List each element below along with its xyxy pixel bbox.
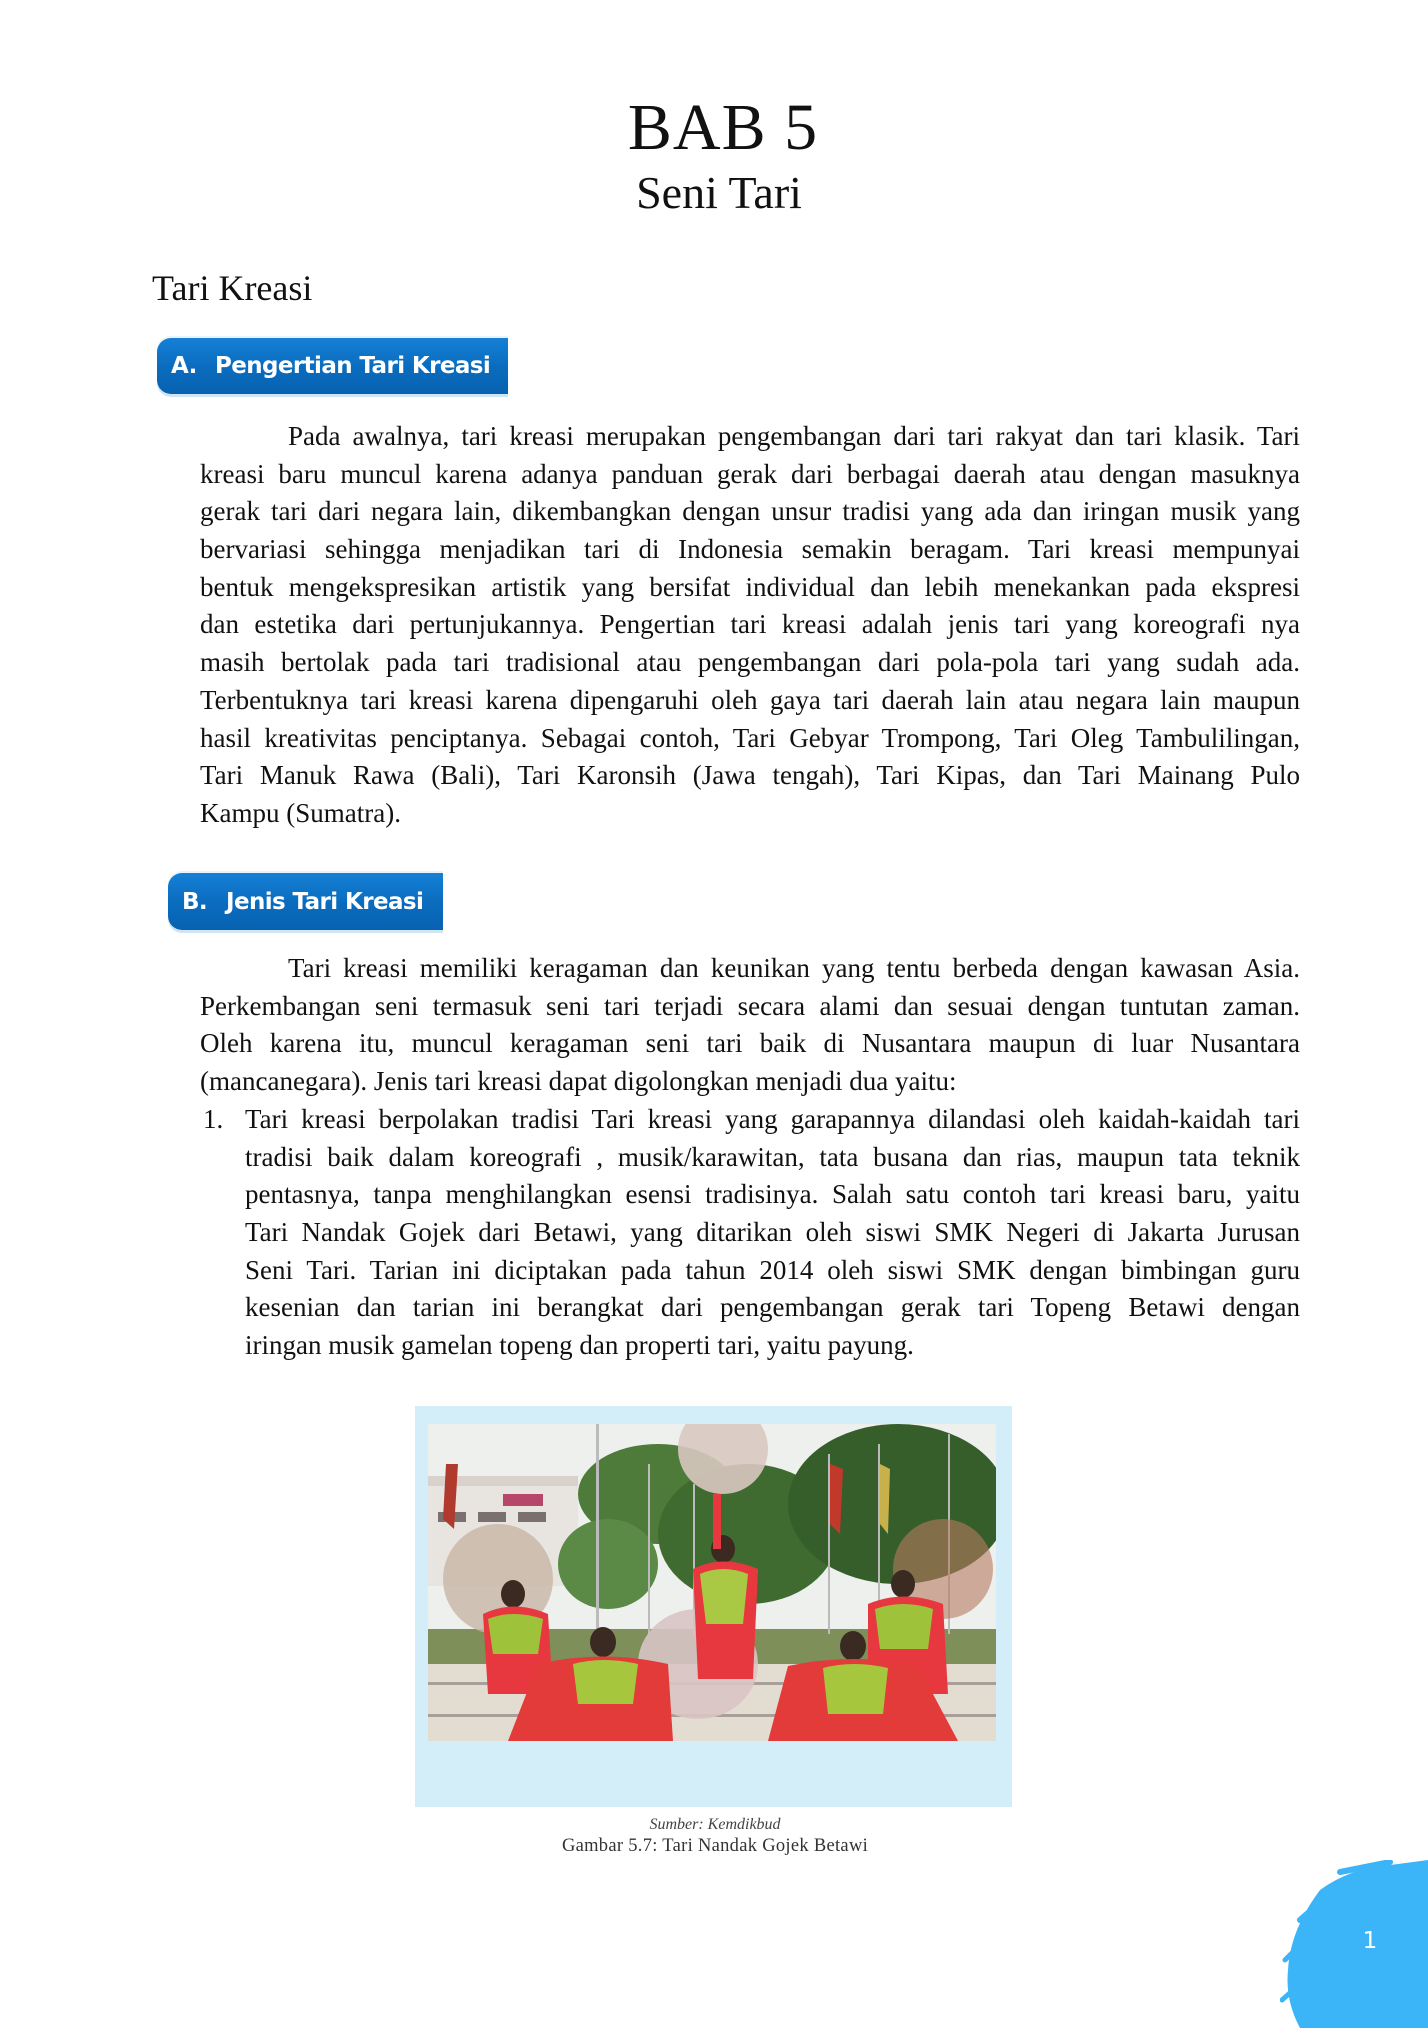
paragraph-line: hasil kreativitas penciptanya. Sebagai contoh, Tari Gebyar Trompong, Tari Oleg Tambulilingan,: [200, 722, 1300, 753]
list-item: [200, 1101, 1300, 1365]
numbered-list: [200, 1101, 1300, 1365]
chapter-title: Seni Tari: [636, 167, 802, 218]
list-item-line: tradisi baik dalam koreografi , musik/karawitan, tata busana dan rias, maupun tata teknik: [245, 1141, 1300, 1172]
section-a-title: Pengertian Tari Kreasi: [215, 353, 491, 379]
page-number: 1: [1362, 1928, 1378, 1954]
paragraph-line: kreasi baru muncul karena adanya panduan gerak dari berbagai daerah atau dengan masuknya: [200, 458, 1300, 489]
topic-title: Tari Kreasi: [152, 268, 313, 308]
list-item-number: 1.: [203, 1104, 224, 1134]
list-item-line: iringan musik gamelan topeng dan properti tari, yaitu payung.: [245, 1330, 914, 1361]
figure-photo-dancers: [428, 1424, 996, 1741]
paragraph-line: bervariasi sehingga menjadikan tari di Indonesia semakin beragam. Tari kreasi mempunyai: [200, 534, 1300, 565]
section-b-paragraph: [200, 950, 1300, 1101]
section-b-label: [168, 873, 443, 930]
list-item-line: Seni Tari. Tarian ini diciptakan pada tahun 2014 oleh siswi SMK dengan bimbingan guru: [245, 1254, 1300, 1285]
paragraph-line: dan estetika dari pertunjukannya. Pengertian tari kreasi adalah jenis tari yang koreografi nya: [200, 609, 1300, 640]
list-item-line: Tari Nandak Gojek dari Betawi, yang ditarikan oleh siswi SMK Negeri di Jakarta Jurusan: [245, 1217, 1300, 1248]
paragraph-line: masih bertolak pada tari tradisional atau pengembangan dari pola-pola tari yang sudah ada.: [200, 647, 1300, 678]
section-b-letter: B.: [182, 888, 208, 915]
paragraph-line: Perkembangan seni termasuk seni tari terjadi secara alami dan sesuai dengan tuntutan zaman.: [200, 990, 1300, 1021]
dance-photo-illustration: [428, 1424, 996, 1741]
page-number-brush-blob: [1280, 1860, 1428, 2028]
paragraph-line: Tari kreasi memiliki keragaman dan keunikan yang tentu berbeda dengan kawasan Asia.: [288, 953, 1300, 983]
paragraph-line: Kampu (Sumatra).: [200, 797, 401, 828]
paragraph-line: Pada awalnya, tari kreasi merupakan pengembangan dari tari rakyat dan tari klasik. Tari: [288, 421, 1300, 451]
list-item-line: Tari kreasi berpolakan tradisi Tari kreasi yang garapannya dilandasi oleh kaidah-kaidah tari: [245, 1104, 1300, 1134]
paragraph-line: bentuk mengekspresikan artistik yang bersifat individual dan lebih menekankan pada ekspresi: [200, 571, 1300, 602]
list-item-line: kesenian dan tarian ini berangkat dari pengembangan gerak tari Topeng Betawi dengan: [245, 1292, 1300, 1323]
section-a-paragraph: [200, 418, 1300, 833]
list-item-body: [245, 1101, 1300, 1365]
figure-source: Sumber: Kemdikbud: [649, 1816, 781, 1833]
paragraph-line: Tari Manuk Rawa (Bali), Tari Karonsih (Jawa tengah), Tari Kipas, dan Tari Mainang Pulo: [200, 760, 1300, 791]
paragraph-line: Terbentuknya tari kreasi karena dipengaruhi oleh gaya tari daerah lain atau negara lain maupun: [200, 684, 1300, 715]
list-item-line: pentasnya, tanpa menghilangkan esensi tradisinya. Salah satu contoh tari kreasi baru, yaitu: [245, 1179, 1300, 1210]
chapter-number: BAB 5: [627, 91, 819, 164]
section-a-label: [157, 338, 508, 394]
figure-caption: Gambar 5.7: Tari Nandak Gojek Betawi: [561, 1836, 869, 1856]
section-b-title: Jenis Tari Kreasi: [226, 888, 424, 915]
paragraph-line: Oleh karena itu, muncul keragaman seni tari baik di Nusantara maupun di luar Nusantara: [200, 1028, 1300, 1059]
paragraph-line: gerak tari dari negara lain, dikembangkan dengan unsur tradisi yang ada dan iringan musik yang: [200, 496, 1300, 527]
paragraph-line: (mancanegara). Jenis tari kreasi dapat digolongkan menjadi dua yaitu:: [200, 1066, 957, 1097]
section-a-letter: A.: [171, 353, 197, 379]
